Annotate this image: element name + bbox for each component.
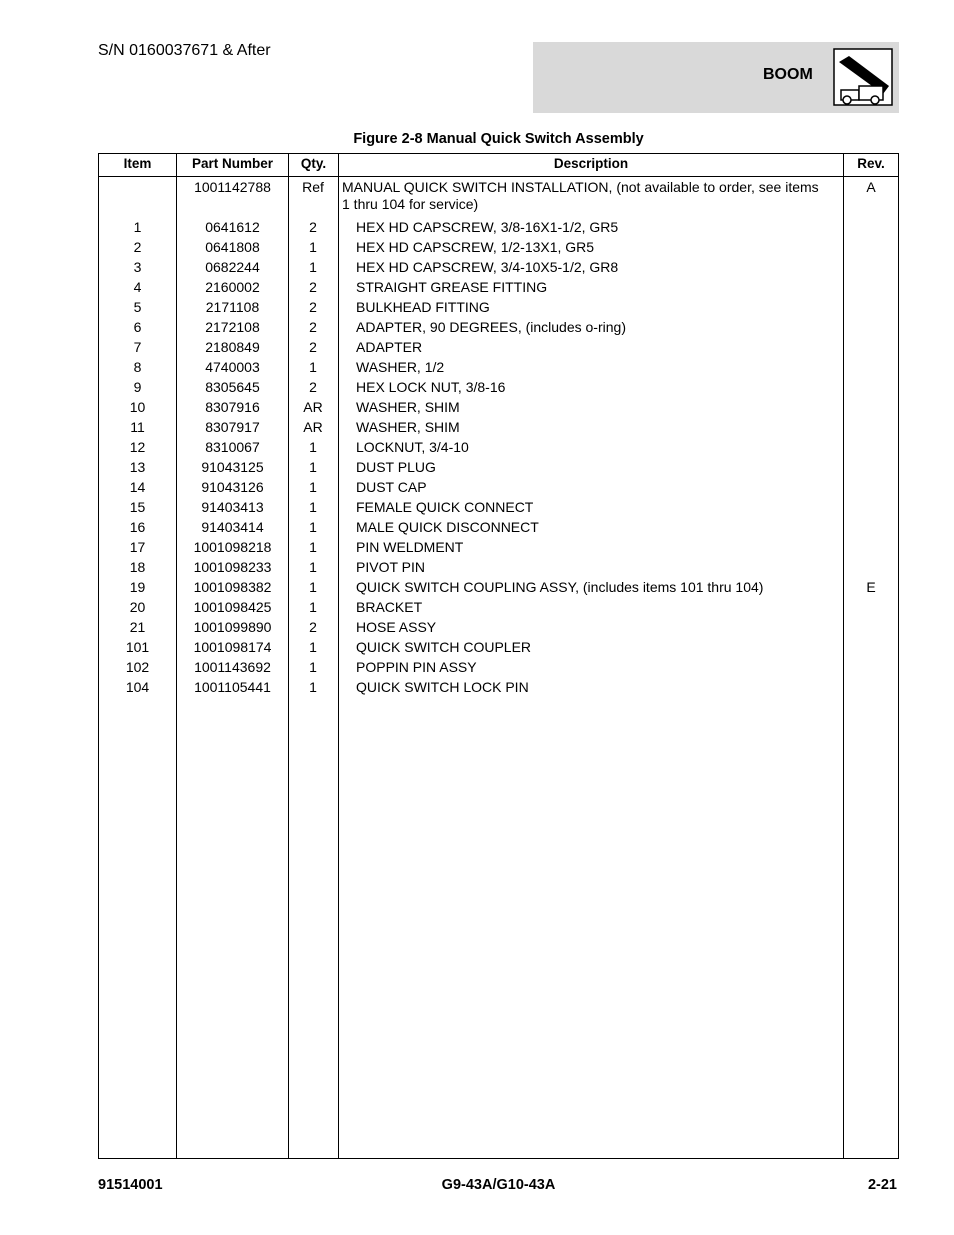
part-number: 1001143692	[194, 659, 271, 675]
table-row	[99, 317, 898, 337]
quantity: 1	[309, 439, 317, 455]
quantity: 1	[309, 679, 317, 695]
item-number: 17	[129, 539, 146, 555]
item-number: 11	[130, 419, 145, 435]
item-number: 4	[133, 279, 142, 295]
table-body	[99, 177, 898, 697]
telehandler-boom-icon	[833, 48, 893, 106]
part-number: 2160002	[205, 279, 260, 295]
table-row	[99, 557, 898, 577]
table-row	[99, 257, 898, 277]
table-row	[99, 237, 898, 257]
table-row	[99, 177, 898, 217]
part-number: 1001142788	[194, 179, 271, 195]
footer-model: G9-43A/G10-43A	[441, 1177, 556, 1193]
quantity: 1	[309, 519, 317, 535]
section-header	[533, 42, 899, 113]
item-number: 3	[133, 259, 142, 275]
description: BRACKET	[356, 599, 423, 615]
part-number: 2171108	[205, 299, 260, 315]
parts-table	[98, 153, 899, 1159]
description: HEX HD CAPSCREW, 3/4-10X5-1/2, GR8	[356, 259, 619, 275]
table-row	[99, 597, 898, 617]
item-number: 102	[125, 659, 150, 675]
quantity: 2	[309, 299, 317, 315]
quantity: 1	[309, 499, 317, 515]
item-number: 2	[133, 239, 142, 255]
description: ADAPTER, 90 DEGREES, (includes o-ring)	[356, 319, 626, 335]
item-number: 101	[125, 639, 150, 655]
description: DUST CAP	[356, 479, 427, 495]
description: PIN WELDMENT	[356, 539, 464, 555]
item-number: 20	[129, 599, 146, 615]
quantity: AR	[303, 399, 323, 415]
table-row	[99, 457, 898, 477]
description: HEX HD CAPSCREW, 3/8-16X1-1/2, GR5	[356, 219, 619, 235]
table-row	[99, 577, 898, 597]
part-number: 2180849	[205, 339, 260, 355]
description: LOCKNUT, 3/4-10	[356, 439, 469, 455]
table-row	[99, 517, 898, 537]
part-number: 8307916	[205, 399, 260, 415]
quantity: 1	[309, 639, 317, 655]
footer-page-number: 2-21	[867, 1177, 897, 1193]
description: HOSE ASSY	[356, 619, 437, 635]
description: STRAIGHT GREASE FITTING	[356, 279, 548, 295]
part-number: 91403413	[201, 499, 264, 515]
part-number: 91043126	[201, 479, 264, 495]
item-number: 6	[133, 319, 142, 335]
quantity: Ref	[302, 179, 324, 195]
description: HEX LOCK NUT, 3/8-16	[356, 379, 506, 395]
quantity: 2	[309, 219, 317, 235]
table-row	[99, 297, 898, 317]
description: ADAPTER	[356, 339, 423, 355]
table-row	[99, 217, 898, 237]
quantity: 1	[309, 479, 317, 495]
revision: E	[866, 579, 876, 595]
part-number: 1001099890	[193, 619, 272, 635]
item-number: 1	[133, 219, 142, 235]
column-header-item: Item	[123, 156, 152, 171]
description: POPPIN PIN ASSY	[356, 659, 477, 675]
item-number: 8	[133, 359, 142, 375]
quantity: 1	[309, 359, 317, 375]
table-row	[99, 497, 898, 517]
part-number: 1001098218	[193, 539, 272, 555]
part-number: 2172108	[205, 319, 260, 335]
table-row	[99, 357, 898, 377]
table-row	[99, 657, 898, 677]
item-number: 104	[125, 679, 150, 695]
table-row	[99, 337, 898, 357]
description: WASHER, SHIM	[356, 399, 460, 415]
item-number: 13	[129, 459, 146, 475]
part-number: 1001098425	[193, 599, 272, 615]
item-number: 9	[133, 379, 142, 395]
table-row	[99, 617, 898, 637]
quantity: 1	[309, 539, 317, 555]
item-number: 19	[129, 579, 146, 595]
table-row	[99, 637, 898, 657]
revision: A	[866, 179, 876, 195]
column-header-qty: Qty.	[300, 156, 327, 171]
item-number: 5	[133, 299, 142, 315]
figure-title: Figure 2-8 Manual Quick Switch Assembly	[353, 131, 644, 147]
quantity: 1	[309, 559, 317, 575]
table-row	[99, 277, 898, 297]
quantity: 1	[309, 459, 317, 475]
item-number: 18	[129, 559, 146, 575]
serial-number: S/N 0160037671 & After	[98, 42, 271, 59]
description: QUICK SWITCH COUPLING ASSY, (includes items 101 thru 104)	[356, 579, 764, 595]
part-number: 1001105441	[194, 679, 271, 695]
quantity: AR	[303, 419, 323, 435]
part-number: 0682244	[205, 259, 260, 275]
quantity: 2	[309, 379, 317, 395]
description: HEX HD CAPSCREW, 1/2-13X1, GR5	[356, 239, 595, 255]
quantity: 1	[309, 259, 317, 275]
quantity: 2	[309, 339, 317, 355]
footer-document-number: 91514001	[98, 1177, 163, 1193]
item-number: 14	[129, 479, 146, 495]
part-number: 8307917	[205, 419, 260, 435]
description: WASHER, 1/2	[356, 359, 445, 375]
part-number: 8305645	[205, 379, 260, 395]
quantity: 2	[309, 279, 317, 295]
item-number: 12	[129, 439, 146, 455]
column-header-rev: Rev.	[857, 156, 885, 171]
part-number: 4740003	[205, 359, 260, 375]
table-row	[99, 417, 898, 437]
part-number: 1001098174	[193, 639, 272, 655]
quantity: 2	[309, 619, 317, 635]
quantity: 1	[309, 659, 317, 675]
item-number: 15	[129, 499, 146, 515]
quantity: 1	[309, 239, 317, 255]
item-number: 21	[129, 619, 146, 635]
description: PIVOT PIN	[356, 559, 425, 575]
part-number: 1001098382	[193, 579, 272, 595]
part-number: 8310067	[205, 439, 260, 455]
description: MANUAL QUICK SWITCH INSTALLATION, (not available to order, see items	[342, 179, 819, 195]
part-number: 0641612	[205, 219, 260, 235]
part-number: 91403414	[201, 519, 264, 535]
part-number: 0641808	[205, 239, 260, 255]
item-number: 7	[133, 339, 142, 355]
column-header-part-number: Part Number	[191, 156, 274, 171]
item-number: 10	[129, 399, 146, 415]
description: QUICK SWITCH COUPLER	[356, 639, 532, 655]
table-row	[99, 677, 898, 697]
quantity: 2	[309, 319, 317, 335]
quantity: 1	[309, 599, 317, 615]
table-row	[99, 477, 898, 497]
column-header-description: Description	[553, 156, 629, 171]
description: WASHER, SHIM	[356, 419, 460, 435]
section-label: BOOM	[763, 66, 813, 83]
description: QUICK SWITCH LOCK PIN	[356, 679, 529, 695]
description: BULKHEAD FITTING	[356, 299, 490, 315]
description: MALE QUICK DISCONNECT	[356, 519, 539, 535]
item-number: 16	[129, 519, 146, 535]
description-continued: 1 thru 104 for service)	[342, 196, 479, 212]
table-row	[99, 437, 898, 457]
quantity: 1	[309, 579, 317, 595]
table-row	[99, 397, 898, 417]
table-row	[99, 537, 898, 557]
table-row	[99, 377, 898, 397]
part-number: 91043125	[201, 459, 264, 475]
description: FEMALE QUICK CONNECT	[356, 499, 534, 515]
description: DUST PLUG	[356, 459, 436, 475]
part-number: 1001098233	[193, 559, 272, 575]
